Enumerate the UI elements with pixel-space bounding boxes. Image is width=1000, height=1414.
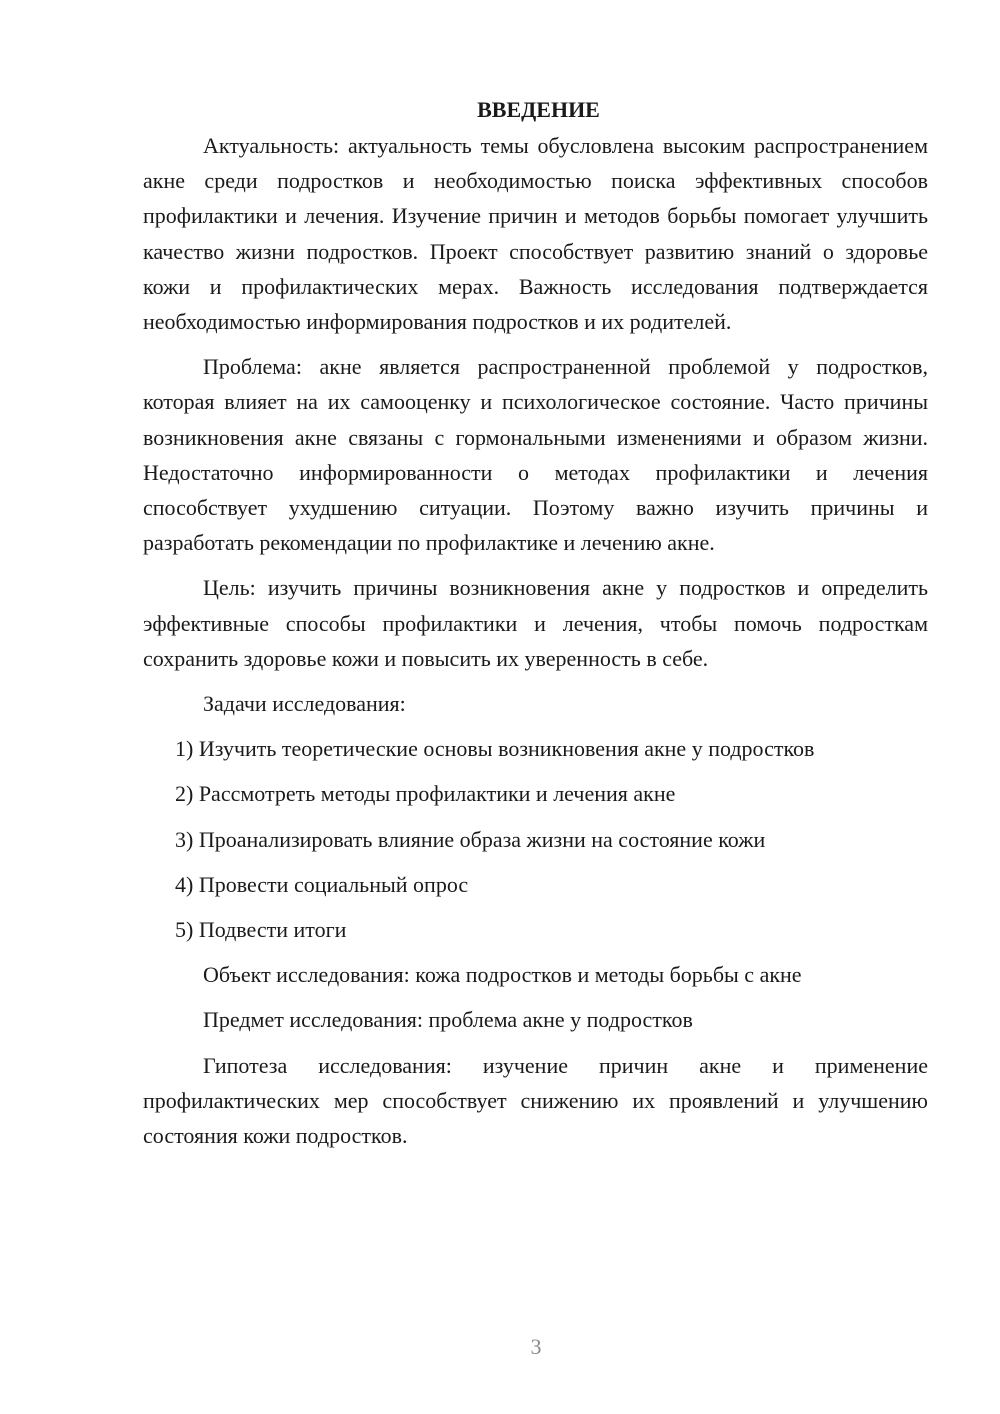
tasks-list bbox=[143, 731, 928, 947]
list-item: 4) Провести социальный опрос bbox=[175, 871, 469, 897]
list-item: 2) Рассмотреть методы профилактики и лечения акне bbox=[175, 781, 676, 807]
relevance-paragraph: Актуальность: актуальность темы обусловлена высоким распространением акне среди подростков и необходимостью поиска эффективных способов профилактики и лечения. Изучение причин и методов борьбы помогает улучшить качество жизни подростков. Проект способствует развитию знаний о здоровье кожи и профилактических мерах. Важность исследования подтверждается необходимостью информирования подростков и их родителей. bbox=[143, 133, 928, 335]
object-line: Объект исследования: кожа подростков и методы борьбы с акне bbox=[203, 962, 802, 988]
list-item: 1) Изучить теоретические основы возникновения акне у подростков bbox=[175, 736, 815, 762]
section-heading: ВВЕДЕНИЕ bbox=[477, 97, 600, 122]
document-page bbox=[143, 92, 928, 1153]
list-item: 3) Проанализировать влияние образа жизни на состояние кожи bbox=[175, 826, 766, 852]
list-item: 5) Подвести итоги bbox=[175, 917, 347, 943]
problem-paragraph: Проблема: акне является распространенной проблемой у подростков, которая влияет на их самооценку и психологическое состояние. Часто причины возникновения акне связаны с гормональными изменениями и образом жизни. Недостаточно информированности о методах профилактики и лечения способствует ухудшению ситуации. Поэтому важно изучить причины и разработать рекомендации по профилактике и лечению акне. bbox=[143, 354, 928, 556]
hypothesis-paragraph: Гипотеза исследования: изучение причин акне и применение профилактических мер способствует снижению их проявлений и улучшению состояния кожи подростков. bbox=[143, 1052, 928, 1149]
goal-paragraph: Цель: изучить причины возникновения акне у подростков и определить эффективные способы профилактики и лечения, чтобы помочь подросткам сохранить здоровье кожи и повысить их уверенность в себе. bbox=[143, 575, 928, 671]
subject-line: Предмет исследования: проблема акне у подростков bbox=[203, 1007, 693, 1033]
tasks-title: Задачи исследования: bbox=[203, 691, 406, 717]
page-number: 3 bbox=[530, 1334, 542, 1359]
